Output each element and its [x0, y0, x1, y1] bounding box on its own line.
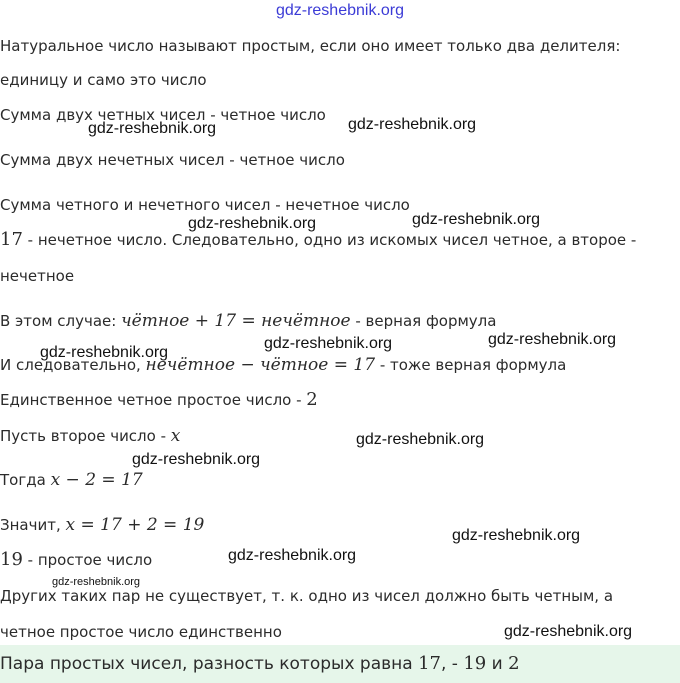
equation-1: x − 2 = 17: [50, 470, 143, 490]
text-line-16: четное простое число единственно: [0, 623, 282, 641]
answer-number-2: 2: [508, 653, 520, 674]
watermark: gdz-reshebnik.org: [488, 331, 617, 348]
watermark: gdz-reshebnik.org: [40, 344, 169, 361]
number-17: 17: [0, 229, 23, 250]
text-line-6: [0, 230, 636, 250]
watermark: gdz-reshebnik.org: [228, 547, 357, 564]
text-line-10-pre: Единственное четное простое число -: [0, 391, 307, 409]
watermark: gdz-reshebnik.org: [504, 623, 633, 640]
watermark-top: gdz-reshebnik.org: [275, 2, 405, 19]
watermark: gdz-reshebnik.org: [132, 451, 261, 468]
text-line-1: Натуральное число называют простым, если оно имеет только два делителя:: [0, 37, 621, 55]
answer-number-19: 19: [463, 653, 487, 674]
text-line-14: [0, 550, 152, 570]
watermark: gdz-reshebnik.org: [348, 116, 477, 133]
watermark: gdz-reshebnik.org: [188, 215, 317, 232]
formula-1: чётное + 17 = нечётное: [121, 311, 351, 331]
answer-box: [0, 645, 680, 683]
watermark: gdz-reshebnik.org: [264, 335, 393, 352]
watermark: gdz-reshebnik.org: [52, 576, 141, 588]
text-line-13-pre: Значит,: [0, 516, 66, 534]
text-line-8: [0, 311, 496, 331]
text-line-14-rest: - простое число: [22, 551, 153, 569]
number-19: 19: [0, 549, 23, 570]
watermark: gdz-reshebnik.org: [88, 120, 217, 137]
answer-number-17: 17: [418, 653, 441, 674]
text-line-6-rest: - нечетное число. Следовательно, одно из искомых чисел четное, а второе -: [22, 231, 637, 249]
text-line-9-pre: И следовательно,: [0, 356, 146, 374]
variable-x: x: [170, 426, 181, 446]
watermark: gdz-reshebnik.org: [412, 211, 541, 228]
watermark: gdz-reshebnik.org: [452, 527, 581, 544]
answer-pre: Пара простых чисел, разность которых равна: [0, 654, 419, 674]
number-2: 2: [306, 389, 318, 410]
answer-line: [0, 654, 520, 674]
text-line-3: Сумма двух четных чисел - четное число: [0, 106, 326, 124]
text-line-4: Сумма двух нечетных чисел - четное число: [0, 151, 345, 169]
text-line-12: [0, 470, 143, 490]
text-line-11-pre: Пусть второе число -: [0, 427, 171, 445]
text-line-8-post: - верная формула: [350, 312, 497, 330]
answer-and: и: [486, 654, 509, 674]
formula-2: нечётное − чётное = 17: [145, 355, 376, 375]
text-line-11: [0, 426, 180, 446]
text-line-9-post: - тоже верная формула: [375, 356, 567, 374]
text-line-2: единицу и само это число: [0, 71, 207, 89]
equation-2: x = 17 + 2 = 19: [65, 515, 205, 535]
answer-mid: , -: [440, 654, 464, 674]
text-line-12-pre: Тогда: [0, 471, 51, 489]
text-line-8-pre: В этом случае:: [0, 312, 122, 330]
text-line-13: [0, 515, 204, 535]
text-line-5: Сумма четного и нечетного чисел - нечетное число: [0, 196, 410, 214]
watermark: gdz-reshebnik.org: [356, 431, 485, 448]
text-line-15: Других таких пар не существует, т. к. одно из чисел должно быть четным, а: [0, 587, 614, 605]
text-line-10: [0, 390, 318, 410]
text-line-7: нечетное: [0, 267, 75, 285]
